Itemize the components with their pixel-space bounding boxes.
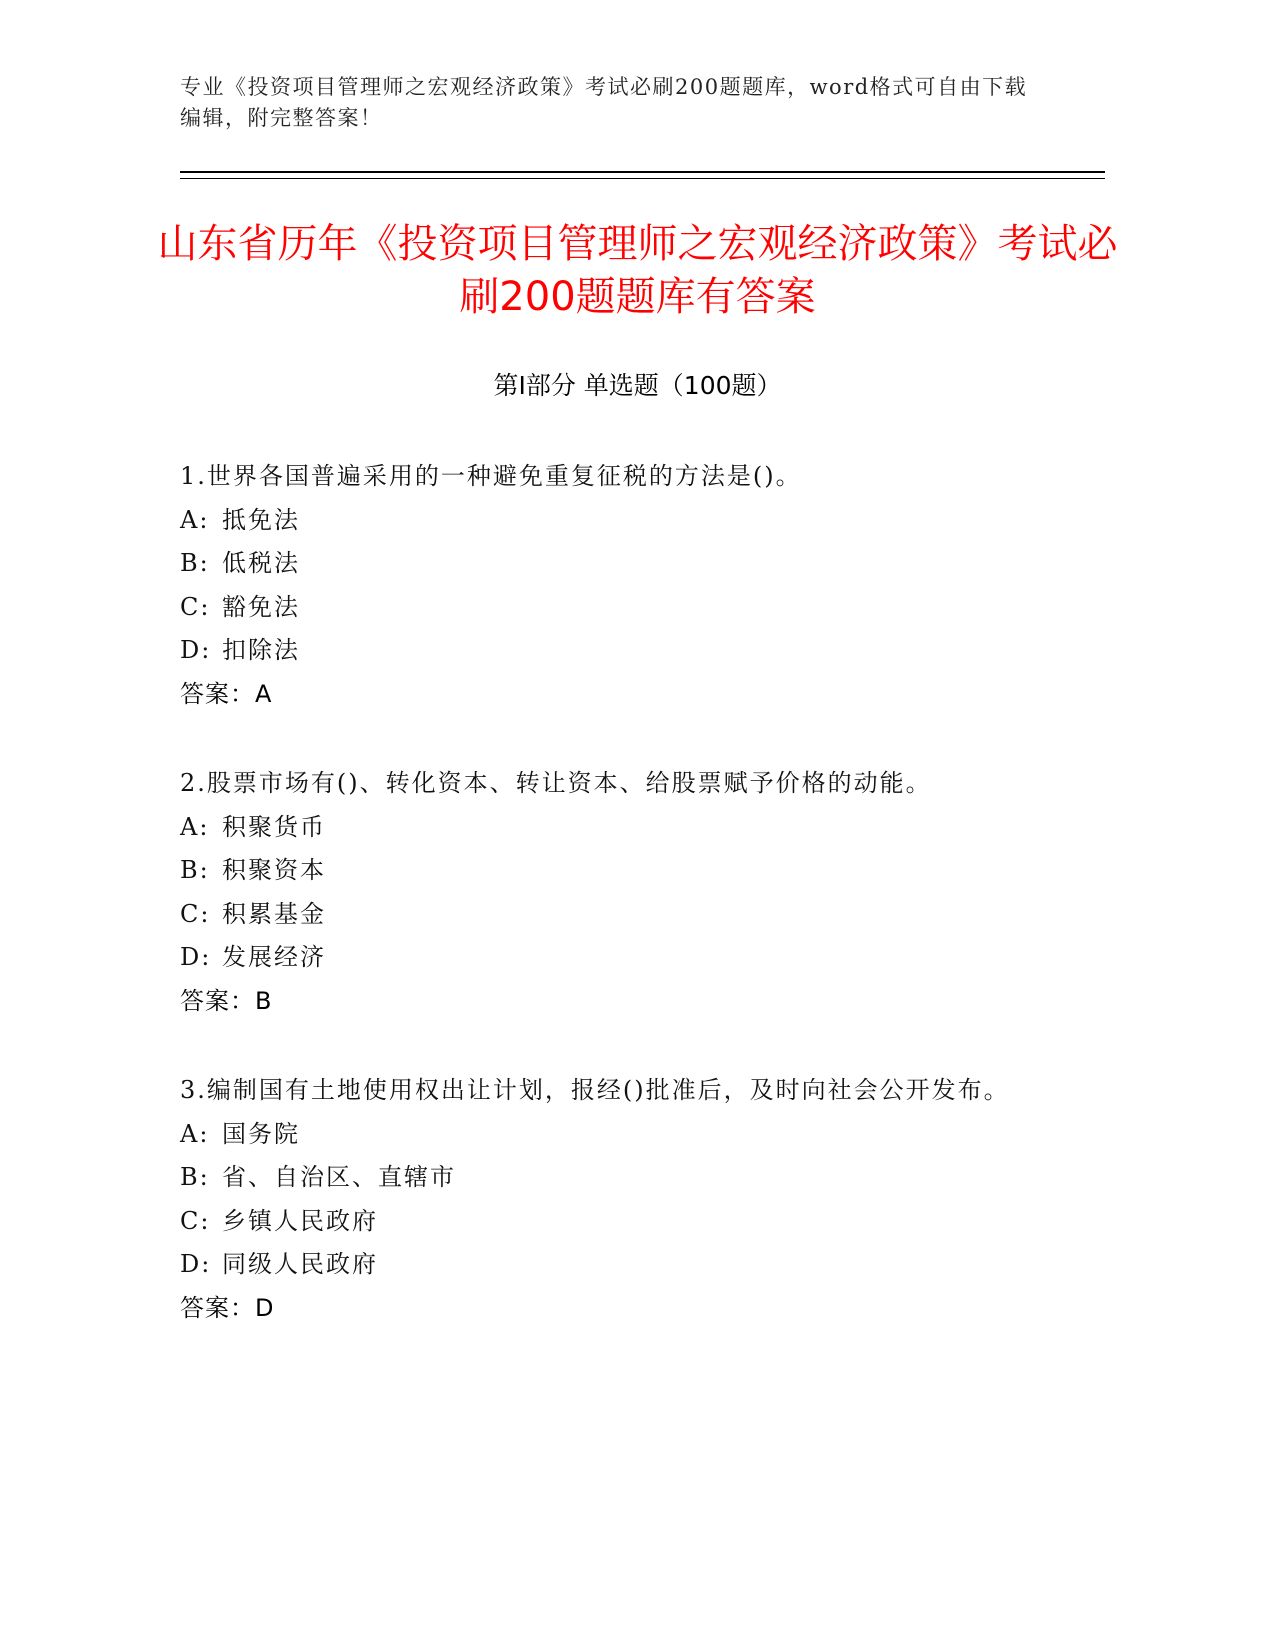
answer: 答案：B: [180, 986, 273, 1015]
option-text: 乡镇人民政府: [222, 1206, 378, 1235]
question-3: [180, 1069, 1020, 1330]
option-c: [180, 1200, 1020, 1244]
option-key: D:: [180, 943, 212, 971]
option-a: [180, 806, 1020, 850]
option-c: [180, 893, 1020, 937]
option-key: B:: [180, 1163, 210, 1191]
option-d: [180, 936, 1020, 980]
header-rule-thick: [180, 171, 1105, 173]
question-2: [180, 762, 1020, 1023]
intro-text: 专业《投资项目管理师之宏观经济政策》考试必刷200题题库，word格式可自由下载编辑，附完整答案！: [180, 75, 1028, 130]
option-key: A:: [180, 1119, 210, 1148]
option-text: 国务院: [222, 1119, 300, 1148]
option-key: A:: [180, 812, 210, 841]
option-text: 积聚资本: [222, 856, 326, 884]
option-d: [180, 1243, 1020, 1287]
option-key: B:: [180, 549, 210, 577]
option-text: 低税法: [222, 549, 300, 577]
answer: 答案：D: [180, 1293, 275, 1322]
option-key: C:: [180, 1206, 211, 1235]
header-rule-thin: [180, 178, 1105, 179]
option-c: [180, 586, 1020, 630]
option-b: [180, 849, 1020, 893]
option-text: 同级人民政府: [222, 1250, 378, 1278]
option-d: [180, 629, 1020, 673]
question-stem: 1.世界各国普遍采用的一种避免重复征税的方法是()。: [180, 462, 802, 490]
section-heading: 第Ⅰ部分 单选题（100题）: [493, 371, 782, 400]
option-a: [180, 499, 1020, 543]
answer: 答案：A: [180, 679, 273, 708]
option-text: 省、自治区、直辖市: [222, 1163, 456, 1191]
option-a: [180, 1113, 1020, 1157]
option-text: 豁免法: [222, 592, 300, 621]
option-key: D:: [180, 1250, 212, 1278]
question-1: [180, 455, 1020, 716]
option-text: 发展经济: [222, 943, 326, 971]
document-title: 山东省历年《投资项目管理师之宏观经济政策》考试必刷200题题库有答案: [157, 221, 1118, 320]
option-text: 积聚货币: [222, 812, 326, 841]
option-text: 扣除法: [222, 636, 300, 664]
option-key: C:: [180, 592, 211, 621]
option-key: A:: [180, 505, 210, 534]
option-b: [180, 1156, 1020, 1200]
option-key: B:: [180, 856, 210, 884]
option-key: D:: [180, 636, 212, 664]
option-text: 抵免法: [222, 505, 300, 534]
question-stem: 2.股票市场有()、转化资本、转让资本、给股票赋予价格的动能。: [180, 769, 932, 797]
question-list: [180, 455, 1020, 1376]
question-stem: 3.编制国有土地使用权出让计划，报经()批准后，及时向社会公开发布。: [180, 1076, 1010, 1104]
option-text: 积累基金: [222, 899, 326, 928]
option-b: [180, 542, 1020, 586]
option-key: C:: [180, 899, 211, 928]
